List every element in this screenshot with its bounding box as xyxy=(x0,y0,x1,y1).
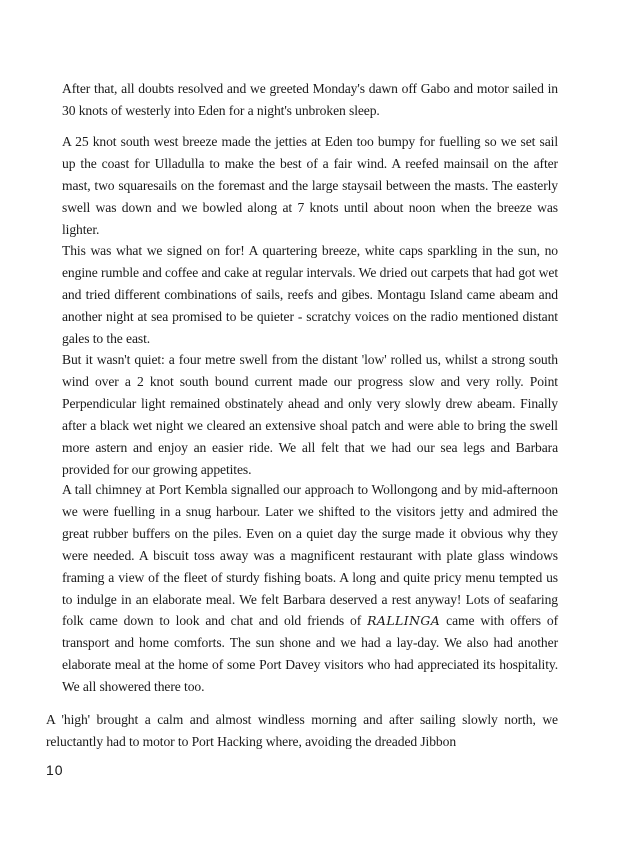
paragraph-port-hacking: A 'high' brought a calm and almost windless morning and after sailing slowly north, we reluctantly had to motor to Port Hacking where, avoiding the dreaded Jibbon xyxy=(46,712,558,749)
vessel-name: RALLINGA xyxy=(367,613,441,629)
paragraph-quartering-breeze: This was what we signed on for! A quartering breeze, white caps sparkling in the sun, no engine rumble and coffee and cake at regular intervals. We dried out carpets that had got wet and tried different combinations of sails, reefs and gibes. Montagu Island came abeam and another night at sea promised to be quieter - scratchy voices on the radio mentioned distant gales to the east. xyxy=(62,243,558,346)
paragraph-port-kembla-part-1: A tall chimney at Port Kembla signalled our approach to Wollongong and by mid-afternoon we were fuelling in a snug harbour. Later we shifted to the visitors jetty and admired the great rubber buffers on the piles. Even on a quiet day the surge made it obvious why they were needed. A biscuit toss away was a magnificent restaurant with plate glass windows framing a view of the fleet of sturdy fishing boats. A long and quite pricy menu tempted us to indulge in an elaborate meal. We felt Barbara deserved a rest anyway! Lots of seafaring folk came down to look and chat and old friends of xyxy=(62,482,558,629)
paragraph-ulladulla: A 25 knot south west breeze made the jetties at Eden too bumpy for fuelling so we set sail up the coast for Ulladulla to make the best of a fair wind. A reefed mainsail on the after mast, two squaresails on the foremast and the large staysail between the masts. The easterly swell was down and we bowled along at 7 knots until about noon when the breeze was lighter. xyxy=(62,134,558,237)
paragraph-gabo-eden: After that, all doubts resolved and we greeted Monday's dawn off Gabo and motor sailed in 30 knots of westerly into Eden for a night's unbroken sleep. xyxy=(62,81,558,118)
paragraph-port-kembla xyxy=(62,479,558,698)
paragraph-port-kembla-part-2: came with offers of transport and home comforts. The sun shone and we had a lay-day. We also had another elaborate meal at the home of some Port Davey visitors who had appreciated its hospitality. We all showered there too. xyxy=(62,613,558,695)
paragraph-four-metre-swell: But it wasn't quiet: a four metre swell from the distant 'low' rolled us, whilst a strong south wind over a 2 knot south bound current made our progress slow and very rolly. Point Perpendicular light remained obstinately ahead and only very slowly drew abeam. Finally after a black wet night we cleared an extensive shoal patch and were able to bring the swell more astern and enjoy an easier ride. We all felt that we had our sea legs and Barbara provided for our growing appetites. xyxy=(62,352,558,477)
page-number: 10 xyxy=(46,762,64,778)
